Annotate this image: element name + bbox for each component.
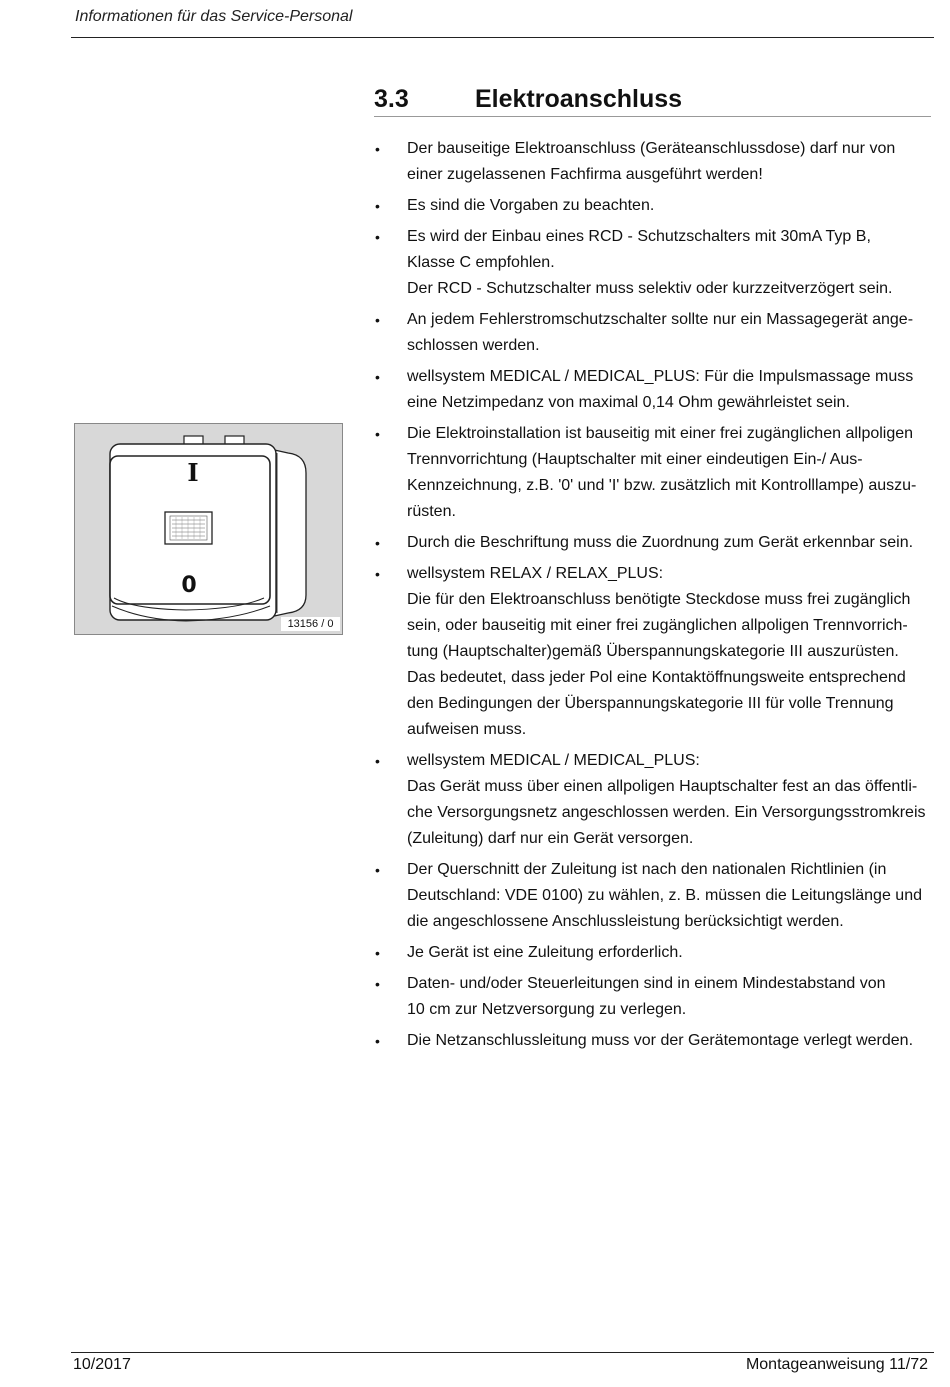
bullet-item bbox=[374, 530, 931, 556]
bullet-dot-icon: • bbox=[375, 312, 380, 328]
switch-off-mark: 0 bbox=[181, 573, 197, 598]
bullet-text-line: eine Netzimpedanz von maximal 0,14 Ohm gewährleistet sein. bbox=[407, 394, 850, 411]
bullet-text-line: (Zuleitung) darf nur ein Gerät versorgen. bbox=[407, 830, 694, 847]
bullet-dot-icon: • bbox=[375, 566, 380, 582]
bullet-text-line: Kennzeichnung, z.B. '0' und 'I' bzw. zusätzlich mit Kontrolllampe) auszu- bbox=[407, 477, 917, 494]
figure-label: 13156 / 0 bbox=[281, 617, 340, 631]
bullet-text-line: sein, oder bauseitig mit einer frei zugänglichen allpoligen Trennvorrich- bbox=[407, 617, 908, 634]
bullet-item bbox=[374, 748, 931, 852]
bullet-item bbox=[374, 224, 931, 302]
section-title: Elektroanschluss bbox=[475, 85, 683, 113]
bullet-text-line: Deutschland: VDE 0100) zu wählen, z. B. müssen die Leitungslänge und bbox=[407, 887, 922, 904]
bullet-dot-icon: • bbox=[375, 535, 380, 551]
bullet-text-line: Der RCD - Schutzschalter muss selektiv oder kurzzeitverzögert sein. bbox=[407, 280, 893, 297]
bullet-text-line: wellsystem MEDICAL / MEDICAL_PLUS: bbox=[407, 752, 700, 769]
bullet-text-line: rüsten. bbox=[407, 503, 456, 520]
bullet-dot-icon: • bbox=[375, 141, 380, 157]
bullet-dot-icon: • bbox=[375, 1033, 380, 1049]
bullet-dot-icon: • bbox=[375, 426, 380, 442]
bullet-dot-icon: • bbox=[375, 945, 380, 961]
bullet-text-line: 10 cm zur Netzversorgung zu verlegen. bbox=[407, 1001, 687, 1018]
bullet-text-line: Daten- und/oder Steuerleitungen sind in einem Mindestabstand von bbox=[407, 975, 886, 992]
bullet-text-line: Die Netzanschlussleitung muss vor der Gerätemontage verlegt werden. bbox=[407, 1032, 914, 1049]
section-number: 3.3 bbox=[374, 85, 409, 113]
bullet-text-line: Das Gerät muss über einen allpoligen Hauptschalter fest an das öffentli- bbox=[407, 778, 918, 795]
footer-rule bbox=[71, 1352, 934, 1353]
bullet-text-line: Der bauseitige Elektroanschluss (Geräteanschlussdose) darf nur von bbox=[407, 140, 896, 157]
bullet-text-line: Es sind die Vorgaben zu beachten. bbox=[407, 197, 655, 214]
bullet-text-line: einer zugelassenen Fachfirma ausgeführt werden! bbox=[407, 166, 763, 183]
bullet-text-line: An jedem Fehlerstromschutzschalter sollte nur ein Massagegerät ange- bbox=[407, 311, 914, 328]
bullet-item bbox=[374, 971, 931, 1023]
bullet-list bbox=[374, 136, 931, 1054]
bullet-text-line: wellsystem MEDICAL / MEDICAL_PLUS: Für die Impulsmassage muss bbox=[407, 368, 914, 385]
footer-page-number: Montageanweisung 11/72 bbox=[745, 1356, 928, 1373]
header-rule bbox=[71, 37, 934, 38]
bullet-text-line: che Versorgungsnetz angeschlossen werden. Ein Versorgungsstromkreis bbox=[407, 804, 926, 821]
bullet-item bbox=[374, 307, 931, 359]
bullet-text-line: Es wird der Einbau eines RCD - Schutzschalters mit 30mA Typ B, bbox=[407, 228, 871, 245]
bullet-dot-icon: • bbox=[375, 229, 380, 245]
bullet-text-line: wellsystem RELAX / RELAX_PLUS: bbox=[407, 565, 664, 582]
bullet-text-line: die angeschlossene Anschlussleistung berücksichtigt werden. bbox=[407, 913, 844, 930]
bullet-text-line: Der Querschnitt der Zuleitung ist nach den nationalen Richtlinien (in bbox=[407, 861, 887, 878]
section-content bbox=[374, 136, 931, 1059]
switch-figure bbox=[74, 423, 343, 635]
main-switch-illustration bbox=[74, 423, 343, 635]
bullet-text-line: Die Elektroinstallation ist bauseitig mit einer frei zugänglichen allpoligen bbox=[407, 425, 914, 442]
bullet-text-line: aufweisen muss. bbox=[407, 721, 527, 738]
bullet-item bbox=[374, 1028, 931, 1054]
bullet-dot-icon: • bbox=[375, 198, 380, 214]
bullet-item bbox=[374, 136, 931, 188]
bullet-text-line: schlossen werden. bbox=[407, 337, 540, 354]
bullet-item bbox=[374, 940, 931, 966]
bullet-text-line: Trennvorrichtung (Hauptschalter mit einer eindeutigen Ein-/ Aus- bbox=[407, 451, 863, 468]
switch-on-mark: I bbox=[187, 458, 199, 487]
bullet-text-line: Das bedeutet, dass jeder Pol eine Kontaktöffnungsweite entsprechend bbox=[407, 669, 906, 686]
bullet-text-line: Je Gerät ist eine Zuleitung erforderlich. bbox=[407, 944, 683, 961]
bullet-item bbox=[374, 193, 931, 219]
bullet-dot-icon: • bbox=[375, 862, 380, 878]
bullet-item bbox=[374, 421, 931, 525]
running-header: Informationen für das Service-Personal bbox=[75, 8, 353, 25]
bullet-text-line: Klasse C empfohlen. bbox=[407, 254, 555, 271]
bullet-dot-icon: • bbox=[375, 369, 380, 385]
bullet-item bbox=[374, 364, 931, 416]
bullet-text-line: tung (Hauptschalter)gemäß Überspannungskategorie III auszurüsten. bbox=[407, 643, 899, 660]
footer-date: 10/2017 bbox=[73, 1356, 131, 1373]
bullet-text-line: den Bedingungen der Überspannungskategorie III für volle Trennung bbox=[407, 695, 894, 712]
bullet-dot-icon: • bbox=[375, 976, 380, 992]
bullet-dot-icon: • bbox=[375, 753, 380, 769]
bullet-text-line: Durch die Beschriftung muss die Zuordnung zum Gerät erkennbar sein. bbox=[407, 534, 914, 551]
bullet-item bbox=[374, 857, 931, 935]
bullet-item bbox=[374, 561, 931, 743]
section-heading bbox=[374, 84, 931, 117]
bullet-text-line: Die für den Elektroanschluss benötigte Steckdose muss frei zugänglich bbox=[407, 591, 911, 608]
